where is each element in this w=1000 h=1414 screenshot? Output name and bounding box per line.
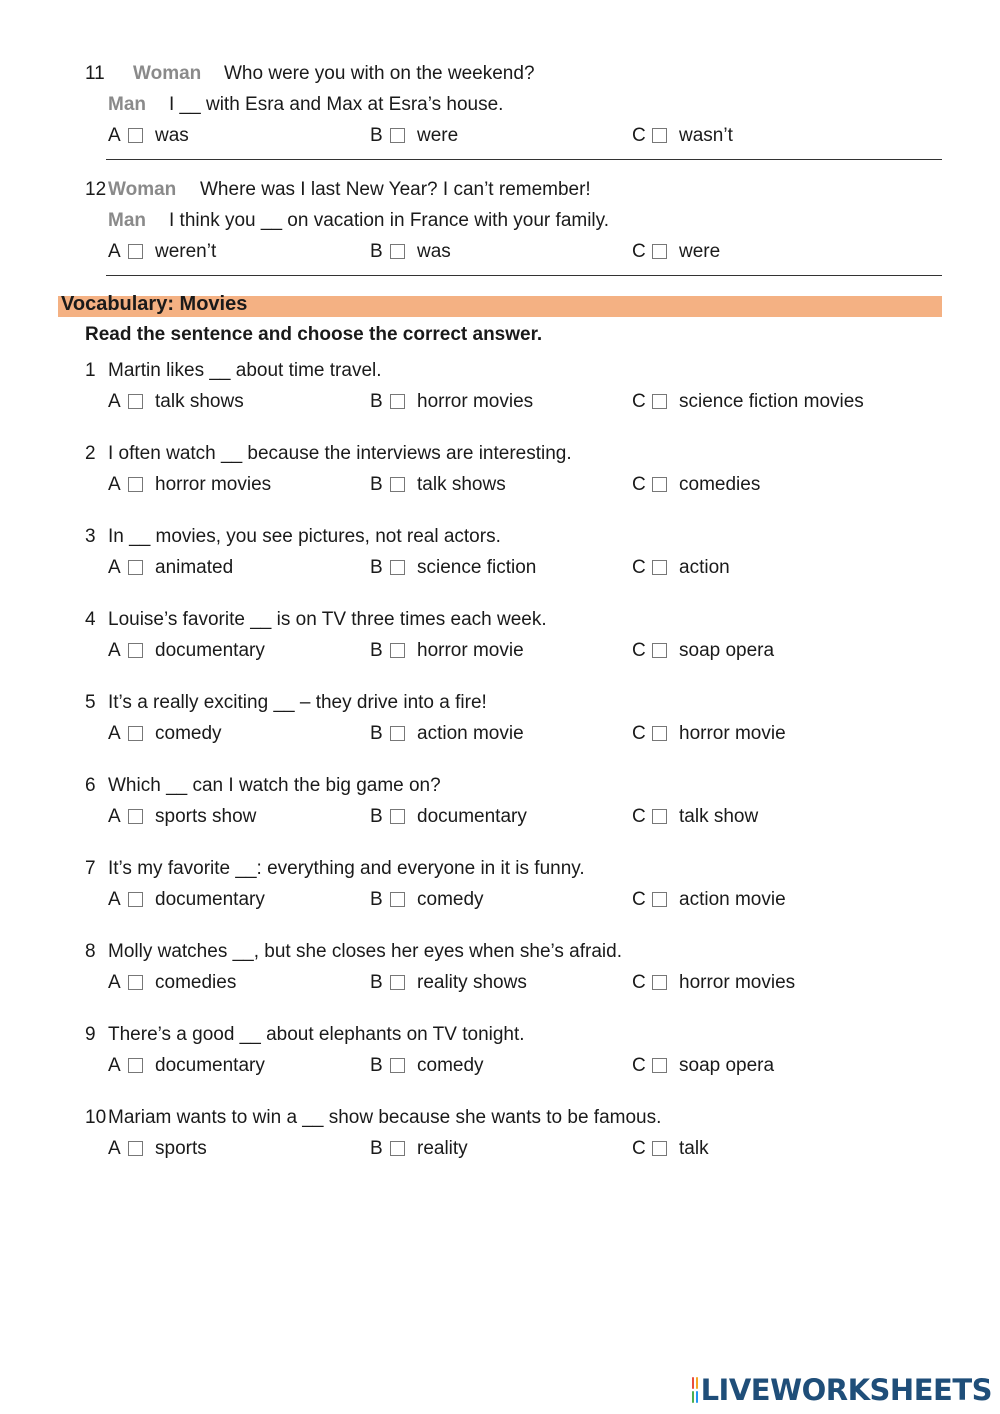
- item-number: 6: [85, 775, 96, 796]
- option-b[interactable]: [370, 889, 484, 911]
- option-letter: C: [632, 640, 646, 661]
- option-c[interactable]: [632, 391, 864, 413]
- option-text: science fiction movies: [679, 391, 864, 412]
- checkbox-icon[interactable]: [390, 128, 405, 143]
- option-text: soap opera: [679, 640, 775, 661]
- option-letter: C: [632, 474, 646, 495]
- checkbox-icon[interactable]: [652, 643, 667, 658]
- option-text: horror movie: [679, 723, 786, 744]
- option-a[interactable]: [108, 1055, 265, 1077]
- option-a[interactable]: [108, 241, 216, 263]
- option-letter: A: [108, 723, 121, 744]
- checkbox-icon[interactable]: [390, 809, 405, 824]
- question-sentence: Which __ can I watch the big game on?: [108, 775, 441, 796]
- option-text: reality shows: [417, 972, 527, 993]
- logo-tile: [692, 1391, 694, 1403]
- question-sentence: It’s a really exciting __ – they drive into a fire!: [108, 692, 487, 713]
- option-text: horror movies: [155, 474, 272, 495]
- option-text: horror movies: [679, 972, 796, 993]
- option-a[interactable]: [108, 972, 236, 994]
- checkbox-icon[interactable]: [128, 643, 143, 658]
- checkbox-icon[interactable]: [390, 244, 405, 259]
- option-letter: B: [370, 1055, 383, 1076]
- checkbox-icon[interactable]: [390, 560, 405, 575]
- option-text: reality: [417, 1138, 468, 1159]
- option-text: talk shows: [417, 474, 506, 495]
- option-letter: C: [632, 125, 646, 146]
- checkbox-icon[interactable]: [652, 726, 667, 741]
- checkbox-icon[interactable]: [652, 394, 667, 409]
- option-letter: C: [632, 889, 646, 910]
- item-number: 10: [85, 1107, 107, 1128]
- checkbox-icon[interactable]: [652, 477, 667, 492]
- option-letter: A: [108, 640, 121, 661]
- checkbox-icon[interactable]: [128, 560, 143, 575]
- checkbox-icon[interactable]: [128, 975, 143, 990]
- option-b[interactable]: [370, 557, 536, 579]
- option-letter: A: [108, 1138, 121, 1159]
- checkbox-icon[interactable]: [652, 1141, 667, 1156]
- checkbox-icon[interactable]: [128, 477, 143, 492]
- question-sentence: In __ movies, you see pictures, not real actors.: [108, 526, 501, 547]
- option-c[interactable]: [632, 474, 760, 496]
- checkbox-icon[interactable]: [390, 643, 405, 658]
- option-letter: B: [370, 125, 383, 146]
- checkbox-icon[interactable]: [128, 128, 143, 143]
- option-letter: A: [108, 806, 121, 827]
- speaker-man: Man: [108, 210, 146, 231]
- option-b[interactable]: [370, 640, 524, 662]
- option-a[interactable]: [108, 474, 271, 496]
- checkbox-icon[interactable]: [128, 726, 143, 741]
- option-a[interactable]: [108, 125, 189, 147]
- option-letter: B: [370, 889, 383, 910]
- option-text: action: [679, 557, 730, 578]
- item-number: 4: [85, 609, 96, 630]
- option-letter: B: [370, 474, 383, 495]
- option-letter: B: [370, 806, 383, 827]
- option-text: comedy: [417, 889, 484, 910]
- logo-tile: [692, 1377, 694, 1389]
- option-text: documentary: [155, 640, 265, 661]
- checkbox-icon[interactable]: [128, 1058, 143, 1073]
- logo-tile: [696, 1391, 698, 1403]
- option-letter: B: [370, 972, 383, 993]
- checkbox-icon[interactable]: [390, 1058, 405, 1073]
- option-c[interactable]: [632, 241, 720, 263]
- option-b[interactable]: [370, 723, 524, 745]
- checkbox-icon[interactable]: [128, 1141, 143, 1156]
- option-text: was: [155, 125, 189, 146]
- option-a[interactable]: [108, 391, 244, 413]
- option-c[interactable]: [632, 723, 786, 745]
- option-b[interactable]: [370, 474, 506, 496]
- option-text: sports: [155, 1138, 207, 1159]
- question-sentence: Molly watches __, but she closes her eyes when she’s afraid.: [108, 941, 622, 962]
- speaker-woman: Woman: [133, 63, 202, 84]
- option-a[interactable]: [108, 557, 233, 579]
- option-text: animated: [155, 557, 234, 578]
- option-a[interactable]: [108, 806, 256, 828]
- woman-line: Where was I last New Year? I can’t remember!: [200, 179, 591, 200]
- item-number: 1: [85, 360, 96, 381]
- option-text: sports show: [155, 806, 257, 827]
- option-text: wasn’t: [679, 125, 733, 146]
- option-b[interactable]: [370, 125, 458, 147]
- option-letter: A: [108, 557, 121, 578]
- checkbox-icon[interactable]: [652, 560, 667, 575]
- item-number: 9: [85, 1024, 96, 1045]
- option-letter: B: [370, 723, 383, 744]
- option-b[interactable]: [370, 972, 527, 994]
- option-text: documentary: [417, 806, 527, 827]
- option-text: action movie: [679, 889, 786, 910]
- speaker-man: Man: [108, 94, 146, 115]
- question-sentence: It’s my favorite __: everything and everyone in it is funny.: [108, 858, 585, 879]
- option-text: horror movie: [417, 640, 524, 661]
- option-c[interactable]: [632, 972, 795, 994]
- option-a[interactable]: [108, 1138, 207, 1160]
- checkbox-icon[interactable]: [390, 394, 405, 409]
- checkbox-icon[interactable]: [390, 892, 405, 907]
- option-c[interactable]: [632, 640, 774, 662]
- item-number: 5: [85, 692, 96, 713]
- option-letter: A: [108, 125, 121, 146]
- checkbox-icon[interactable]: [390, 477, 405, 492]
- option-letter: A: [108, 889, 121, 910]
- option-letter: C: [632, 1138, 646, 1159]
- checkbox-icon[interactable]: [128, 244, 143, 259]
- option-text: were: [417, 125, 459, 146]
- option-c[interactable]: [632, 557, 730, 579]
- option-c[interactable]: [632, 889, 786, 911]
- option-letter: B: [370, 391, 383, 412]
- option-text: talk shows: [155, 391, 244, 412]
- option-letter: B: [370, 1138, 383, 1159]
- checkbox-icon[interactable]: [652, 975, 667, 990]
- option-a[interactable]: [108, 889, 265, 911]
- checkbox-icon[interactable]: [128, 892, 143, 907]
- logo-text: LIVEWORKSHEETS: [700, 1373, 992, 1407]
- divider: [106, 159, 942, 160]
- option-letter: C: [632, 391, 646, 412]
- option-letter: A: [108, 1055, 121, 1076]
- checkbox-icon[interactable]: [652, 128, 667, 143]
- section-title: Vocabulary: Movies: [61, 293, 248, 315]
- option-text: talk show: [679, 806, 759, 827]
- liveworksheets-logo: [692, 1372, 992, 1408]
- question-sentence: There’s a good __ about elephants on TV tonight.: [108, 1024, 525, 1045]
- checkbox-icon[interactable]: [652, 892, 667, 907]
- item-number: 8: [85, 941, 96, 962]
- checkbox-icon[interactable]: [652, 809, 667, 824]
- option-text: documentary: [155, 889, 265, 910]
- option-b[interactable]: [370, 1055, 484, 1077]
- option-text: horror movies: [417, 391, 534, 412]
- option-b[interactable]: [370, 241, 451, 263]
- question-sentence: Louise’s favorite __ is on TV three times each week.: [108, 609, 547, 630]
- item-number: 2: [85, 443, 96, 464]
- checkbox-icon[interactable]: [390, 1141, 405, 1156]
- option-text: weren’t: [155, 241, 217, 262]
- option-text: comedies: [679, 474, 761, 495]
- option-text: documentary: [155, 1055, 265, 1076]
- option-letter: C: [632, 1055, 646, 1076]
- option-b[interactable]: [370, 806, 527, 828]
- option-text: was: [417, 241, 451, 262]
- divider: [106, 275, 942, 276]
- option-text: action movie: [417, 723, 524, 744]
- option-text: talk: [679, 1138, 709, 1159]
- checkbox-icon[interactable]: [390, 726, 405, 741]
- man-line: I think you __ on vacation in France with your family.: [169, 210, 610, 231]
- option-c[interactable]: [632, 125, 733, 147]
- item-number: 11: [85, 63, 105, 84]
- checkbox-icon[interactable]: [652, 244, 667, 259]
- item-number: 12: [85, 179, 107, 200]
- option-letter: A: [108, 241, 121, 262]
- woman-line: Who were you with on the weekend?: [224, 63, 535, 84]
- item-number: 7: [85, 858, 96, 879]
- option-c[interactable]: [632, 806, 758, 828]
- question-sentence: I often watch __ because the interviews are interesting.: [108, 443, 572, 464]
- checkbox-icon[interactable]: [128, 809, 143, 824]
- item-number: 3: [85, 526, 96, 547]
- checkbox-icon[interactable]: [128, 394, 143, 409]
- option-text: science fiction: [417, 557, 537, 578]
- option-letter: B: [370, 557, 383, 578]
- option-letter: A: [108, 972, 121, 993]
- option-letter: B: [370, 241, 383, 262]
- option-letter: C: [632, 557, 646, 578]
- option-b[interactable]: [370, 1138, 468, 1160]
- logo-tile: [696, 1377, 698, 1389]
- checkbox-icon[interactable]: [652, 1058, 667, 1073]
- option-letter: A: [108, 391, 121, 412]
- option-c[interactable]: [632, 1138, 709, 1160]
- option-c[interactable]: [632, 1055, 774, 1077]
- option-letter: C: [632, 723, 646, 744]
- man-line: I __ with Esra and Max at Esra’s house.: [169, 94, 504, 115]
- option-a[interactable]: [108, 723, 222, 745]
- checkbox-icon[interactable]: [390, 975, 405, 990]
- speaker-woman: Woman: [108, 179, 177, 200]
- logo-icon: [692, 1377, 698, 1403]
- option-text: were: [679, 241, 721, 262]
- option-letter: B: [370, 640, 383, 661]
- option-a[interactable]: [108, 640, 265, 662]
- option-letter: C: [632, 806, 646, 827]
- option-text: comedy: [417, 1055, 484, 1076]
- option-b[interactable]: [370, 391, 533, 413]
- option-letter: C: [632, 972, 646, 993]
- instruction: Read the sentence and choose the correct answer.: [85, 324, 543, 345]
- question-sentence: Martin likes __ about time travel.: [108, 360, 382, 381]
- option-letter: A: [108, 474, 121, 495]
- option-text: soap opera: [679, 1055, 775, 1076]
- option-text: comedies: [155, 972, 237, 993]
- option-text: comedy: [155, 723, 222, 744]
- option-letter: C: [632, 241, 646, 262]
- question-sentence: Mariam wants to win a __ show because she wants to be famous.: [108, 1107, 662, 1128]
